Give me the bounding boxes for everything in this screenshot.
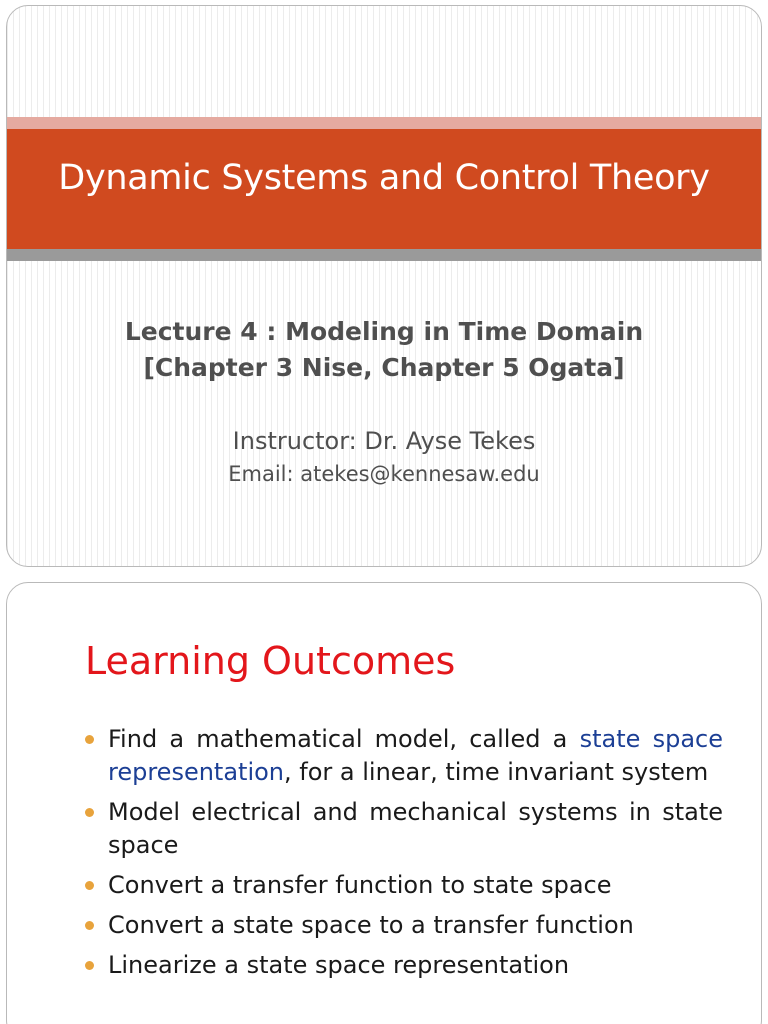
title-bottom-stripe	[7, 249, 761, 261]
bullet-icon	[85, 881, 94, 890]
learning-outcomes-slide	[6, 582, 762, 1024]
outcomes-list	[83, 723, 723, 989]
bullet-icon	[85, 921, 94, 930]
outcome-item	[83, 869, 723, 902]
outcome-item	[83, 796, 723, 862]
bullet-icon	[85, 735, 94, 744]
chapter-reference: [Chapter 3 Nise, Chapter 5 Ogata]	[143, 353, 625, 382]
slide-title: Dynamic Systems and Control Theory	[58, 158, 710, 198]
outcome-item	[83, 949, 723, 982]
lecture-title: Lecture 4 : Modeling in Time Domain	[124, 317, 644, 346]
outcome-item	[83, 723, 723, 789]
outcome-text: Linearize a state space representation	[108, 951, 570, 979]
bullet-icon	[85, 808, 94, 817]
instructor-email: Email: atekes@kennesaw.edu	[228, 462, 540, 486]
title-band	[7, 129, 761, 249]
outcome-text: , for a linear, time invariant system	[284, 758, 709, 786]
outcome-text: Convert a state space to a transfer function	[108, 911, 634, 939]
title-top-stripe	[7, 117, 761, 129]
outcome-text: Convert a transfer function to state space	[108, 871, 612, 899]
outcome-text: Model electrical and mechanical systems in state space	[108, 798, 723, 859]
highlighted-term: state space representation	[108, 725, 723, 786]
outcome-text: Find a mathematical model, called a	[108, 725, 580, 753]
outcomes-heading: Learning Outcomes	[85, 639, 456, 683]
bullet-icon	[85, 961, 94, 970]
title-slide	[6, 5, 762, 567]
instructor-name: Instructor: Dr. Ayse Tekes	[232, 427, 536, 455]
outcome-item	[83, 909, 723, 942]
